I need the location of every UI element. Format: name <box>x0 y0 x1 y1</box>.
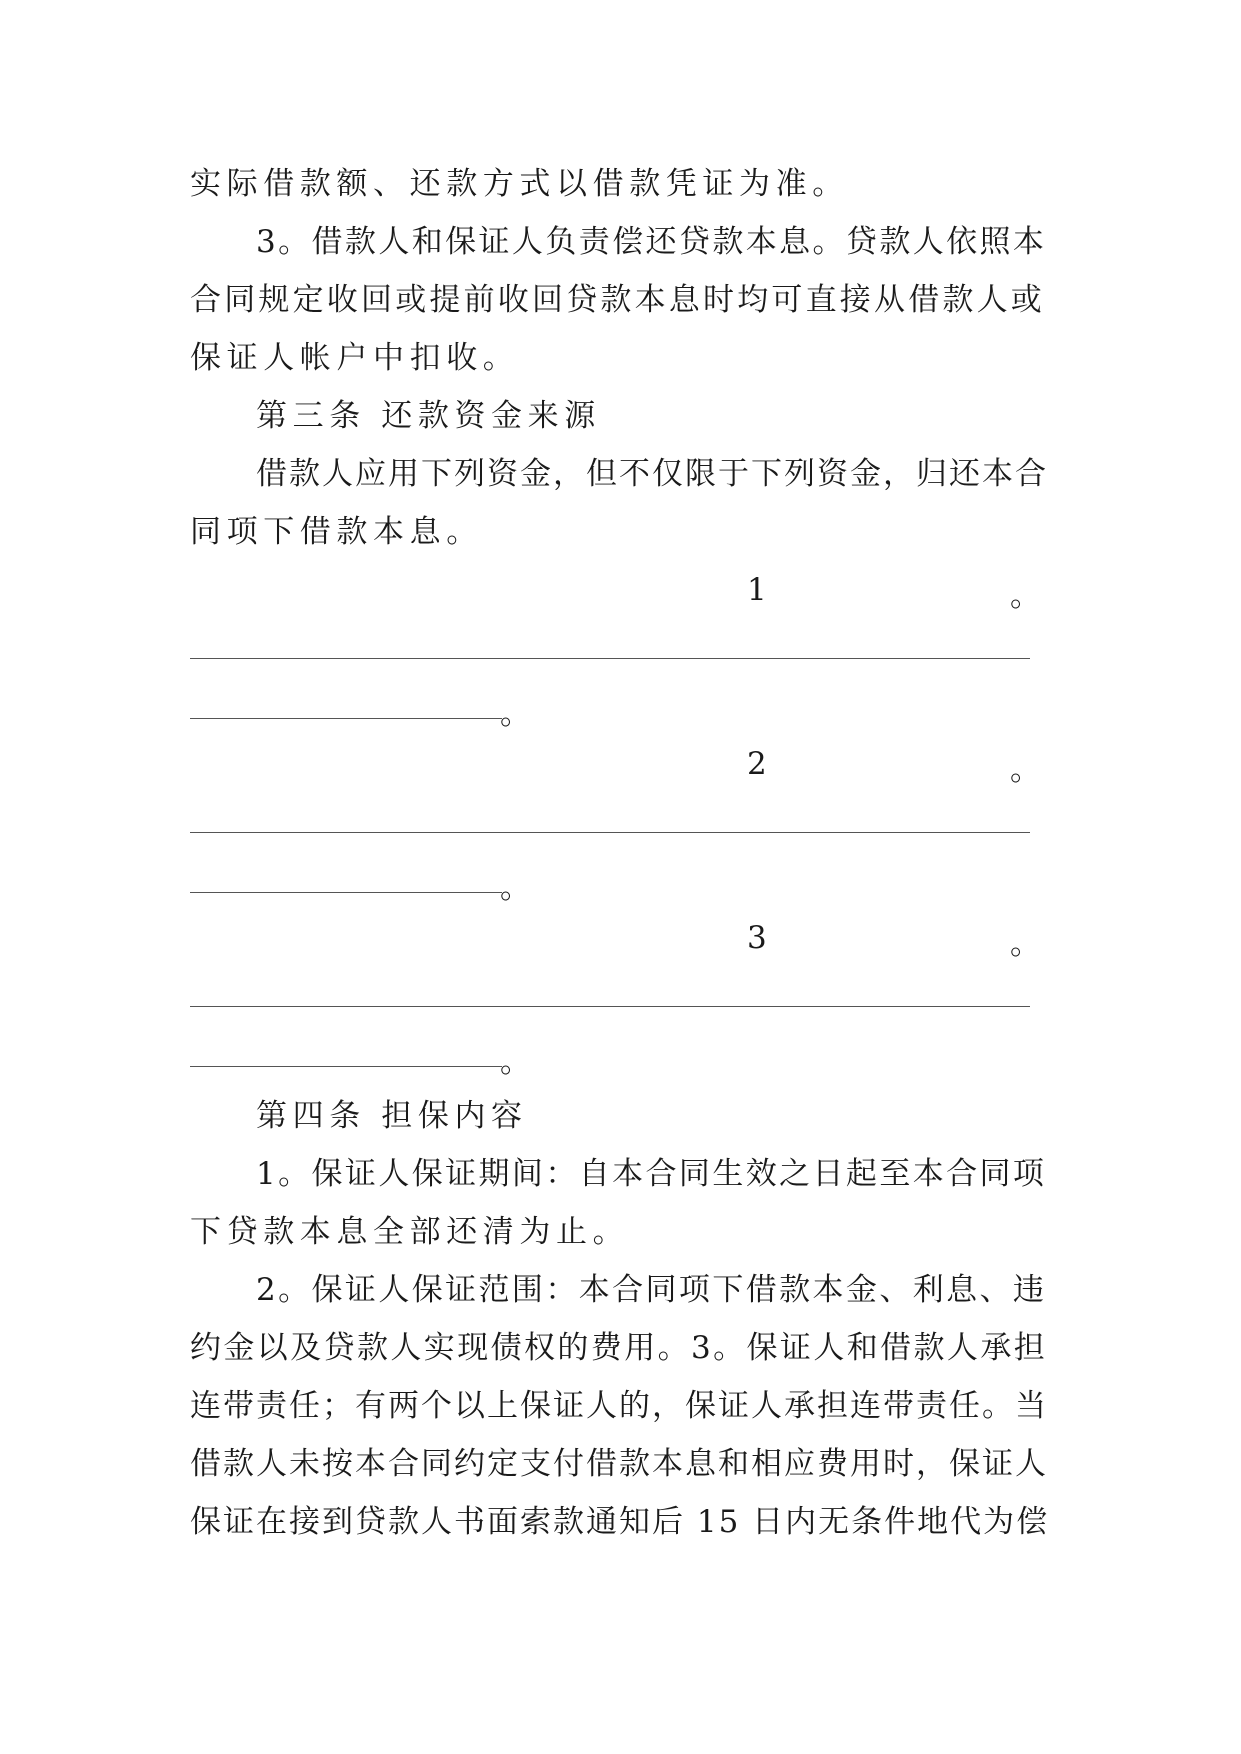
blank-end-period: 。 <box>500 1044 531 1080</box>
fill-in-line <box>190 718 502 719</box>
paragraph-line: 借款人未按本合同约定支付借款本息和相应费用时，保证人 <box>190 1446 1048 1482</box>
section-heading: 第四条 担保内容 <box>256 1098 528 1134</box>
blank-period: 。 <box>1010 578 1041 614</box>
blank-period: 。 <box>1010 926 1041 962</box>
paragraph-line: 连带责任；有两个以上保证人的，保证人承担连带责任。当 <box>190 1388 1048 1424</box>
fill-in-line <box>190 1006 1030 1007</box>
blank-period: 。 <box>1010 752 1041 788</box>
paragraph-line: 2。保证人保证范围：本合同项下借款本金、利息、违 <box>256 1272 1047 1308</box>
paragraph-line: 下贷款本息全部还清为止。 <box>190 1214 630 1250</box>
fill-in-line <box>190 892 502 893</box>
paragraph-line: 1。保证人保证期间：自本合同生效之日起至本合同项 <box>256 1156 1047 1192</box>
paragraph-line: 借款人应用下列资金，但不仅限于下列资金，归还本合 <box>256 456 1048 492</box>
fill-in-line <box>190 658 1030 659</box>
blank-number: 2 <box>747 746 767 782</box>
fill-in-line <box>190 832 1030 833</box>
blank-number: 1 <box>747 572 767 608</box>
blank-end-period: 。 <box>500 696 531 732</box>
fill-in-line <box>190 1066 502 1067</box>
paragraph-line: 保证在接到贷款人书面索款通知后 15 日内无条件地代为偿 <box>190 1504 1050 1540</box>
paragraph-line: 同项下借款本息。 <box>190 514 483 550</box>
section-heading: 第三条 还款资金来源 <box>256 398 601 434</box>
paragraph-line: 合同规定收回或提前收回贷款本息时均可直接从借款人或 <box>190 282 1045 318</box>
paragraph-line: 约金以及贷款人实现债权的费用。3。保证人和借款人承担 <box>190 1330 1048 1366</box>
paragraph-line: 3。借款人和保证人负责偿还贷款本息。贷款人依照本 <box>256 224 1047 260</box>
paragraph-line: 保证人帐户中扣收。 <box>190 340 520 376</box>
blank-end-period: 。 <box>500 870 531 906</box>
paragraph-line: 实际借款额、还款方式以借款凭证为准。 <box>190 166 849 202</box>
blank-number: 3 <box>747 920 767 956</box>
